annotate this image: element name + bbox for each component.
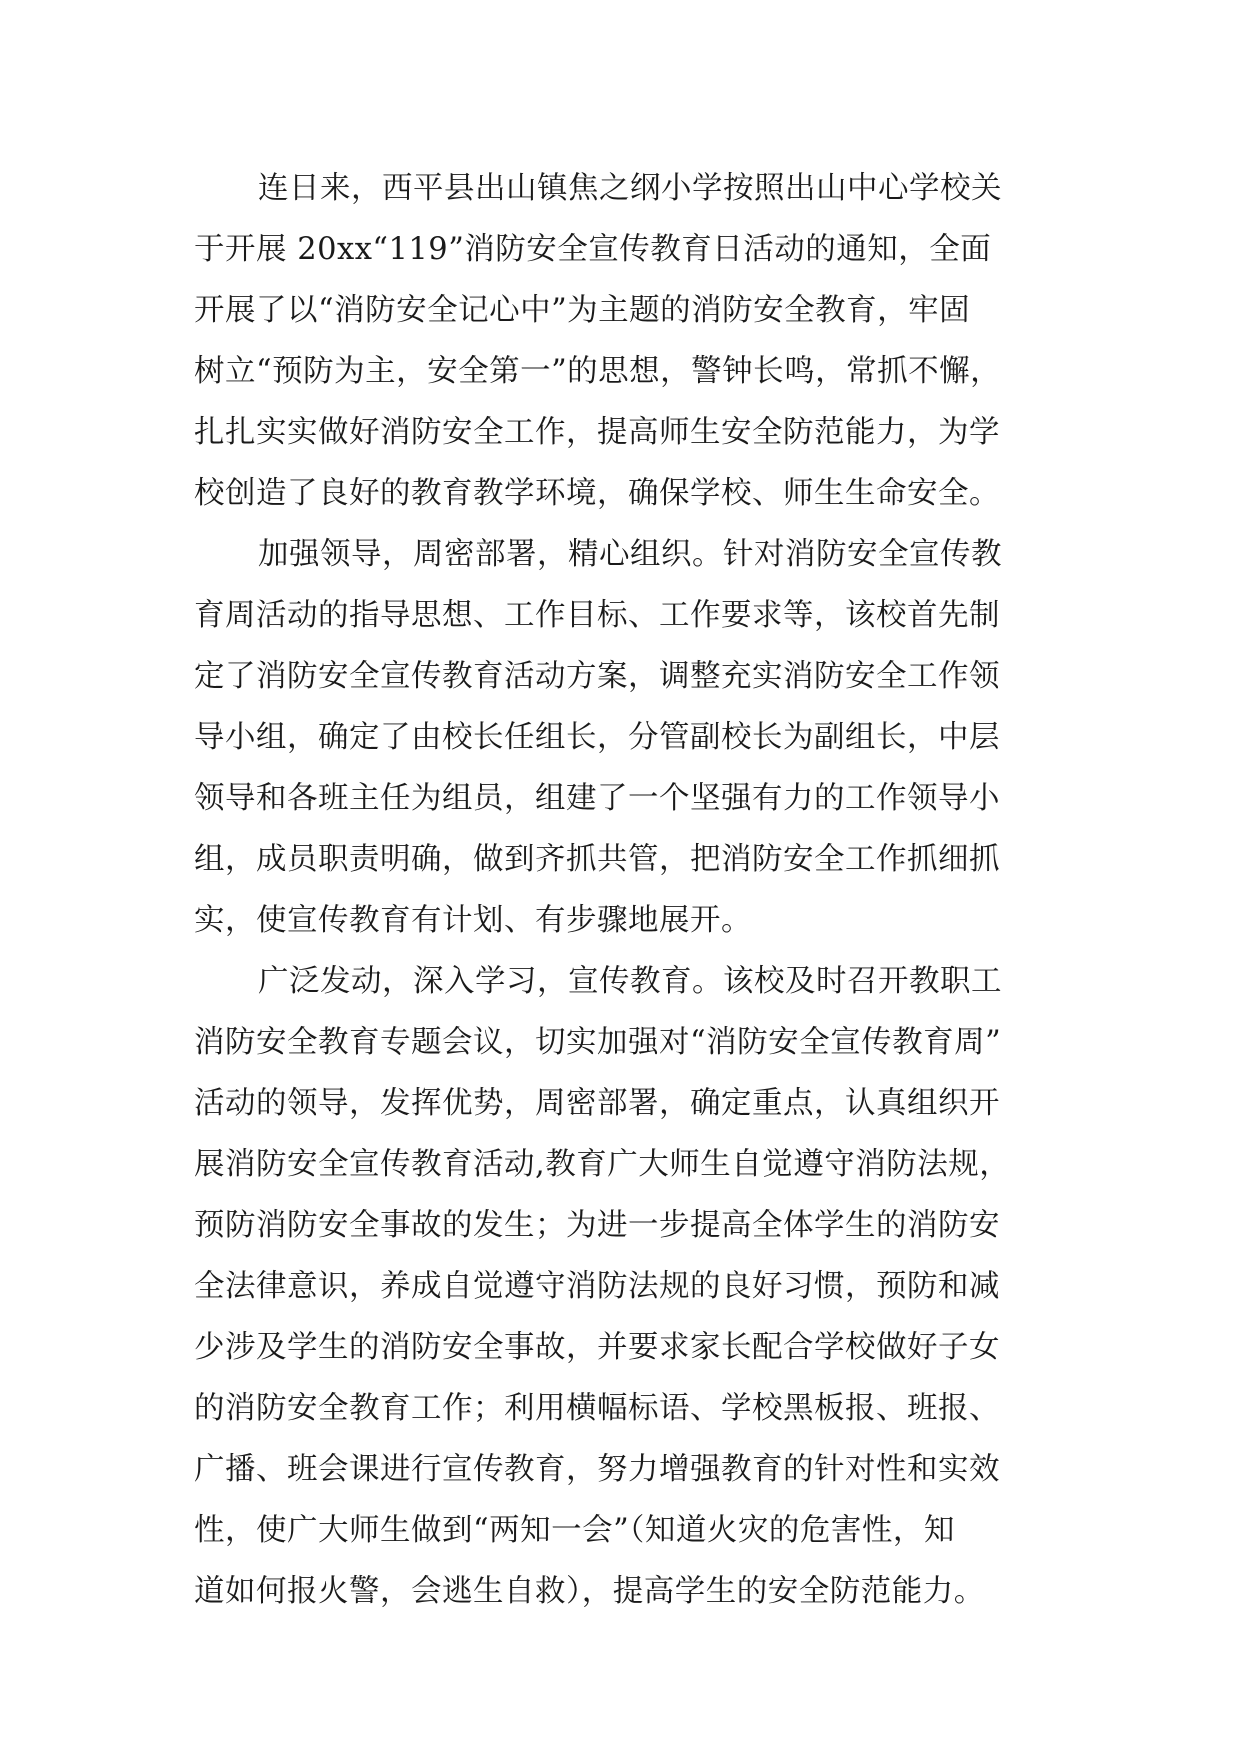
- text-line: 导小组，确定了由校长任组长，分管副校长为副组长，中层: [194, 720, 1000, 755]
- document-body: [194, 158, 1054, 1622]
- text-line: 实，使宣传教育有计划、有步骤地展开。: [194, 903, 752, 938]
- text-line: 定了消防安全宣传教育活动方案，调整充实消防安全工作领: [194, 659, 1000, 694]
- text-line: 活动的领导，发挥优势，周密部署，确定重点，认真组织开: [194, 1086, 1000, 1121]
- text-line: 广播、班会课进行宣传教育，努力增强教育的针对性和实效: [194, 1452, 1000, 1487]
- text-line: 于开展 20xx“119”消防安全宣传教育日活动的通知，全面: [194, 232, 992, 267]
- text-line: 连日来，西平县出山镇焦之纲小学按照出山中心学校关: [258, 171, 1002, 206]
- text-line: 少涉及学生的消防安全事故，并要求家长配合学校做好子女: [194, 1330, 1000, 1365]
- text-line: 加强领导，周密部署，精心组织。针对消防安全宣传教: [258, 537, 1002, 572]
- text-line: 组，成员职责明确，做到齐抓共管，把消防安全工作抓细抓: [194, 842, 1000, 877]
- text-line: 消防安全教育专题会议，切实加强对“消防安全宣传教育周”: [194, 1025, 1002, 1060]
- text-line: 领导和各班主任为组员，组建了一个坚强有力的工作领导小: [194, 781, 1000, 816]
- text-line: 广泛发动，深入学习，宣传教育。该校及时召开教职工: [258, 964, 1002, 999]
- text-line: 育周活动的指导思想、工作目标、工作要求等，该校首先制: [194, 598, 1000, 633]
- text-line: 开展了以“消防安全记心中”为主题的消防安全教育，牢固: [194, 293, 971, 328]
- text-line: 全法律意识，养成自觉遵守消防法规的良好习惯，预防和减: [194, 1269, 1000, 1304]
- paragraph-2: [194, 524, 1054, 951]
- paragraph-3: [194, 951, 1054, 1622]
- text-line: 性，使广大师生做到“两知一会”（知道火灾的危害性，知: [194, 1513, 955, 1548]
- text-line: 的消防安全教育工作；利用横幅标语、学校黑板报、班报、: [194, 1391, 1000, 1426]
- text-line: 树立“预防为主，安全第一”的思想，警钟长鸣，常抓不懈，: [194, 354, 1002, 389]
- text-line: 道如何报火警，会逃生自救），提高学生的安全防范能力。: [194, 1574, 985, 1609]
- text-line: 校创造了良好的教育教学环境，确保学校、师生生命安全。: [194, 476, 1000, 511]
- text-line: 扎扎实实做好消防安全工作，提高师生安全防范能力，为学: [194, 415, 1000, 450]
- text-line: 展消防安全宣传教育活动,教育广大师生自觉遵守消防法规，: [194, 1147, 1011, 1182]
- text-line: 预防消防安全事故的发生；为进一步提高全体学生的消防安: [194, 1208, 1000, 1243]
- paragraph-1: [194, 158, 1054, 524]
